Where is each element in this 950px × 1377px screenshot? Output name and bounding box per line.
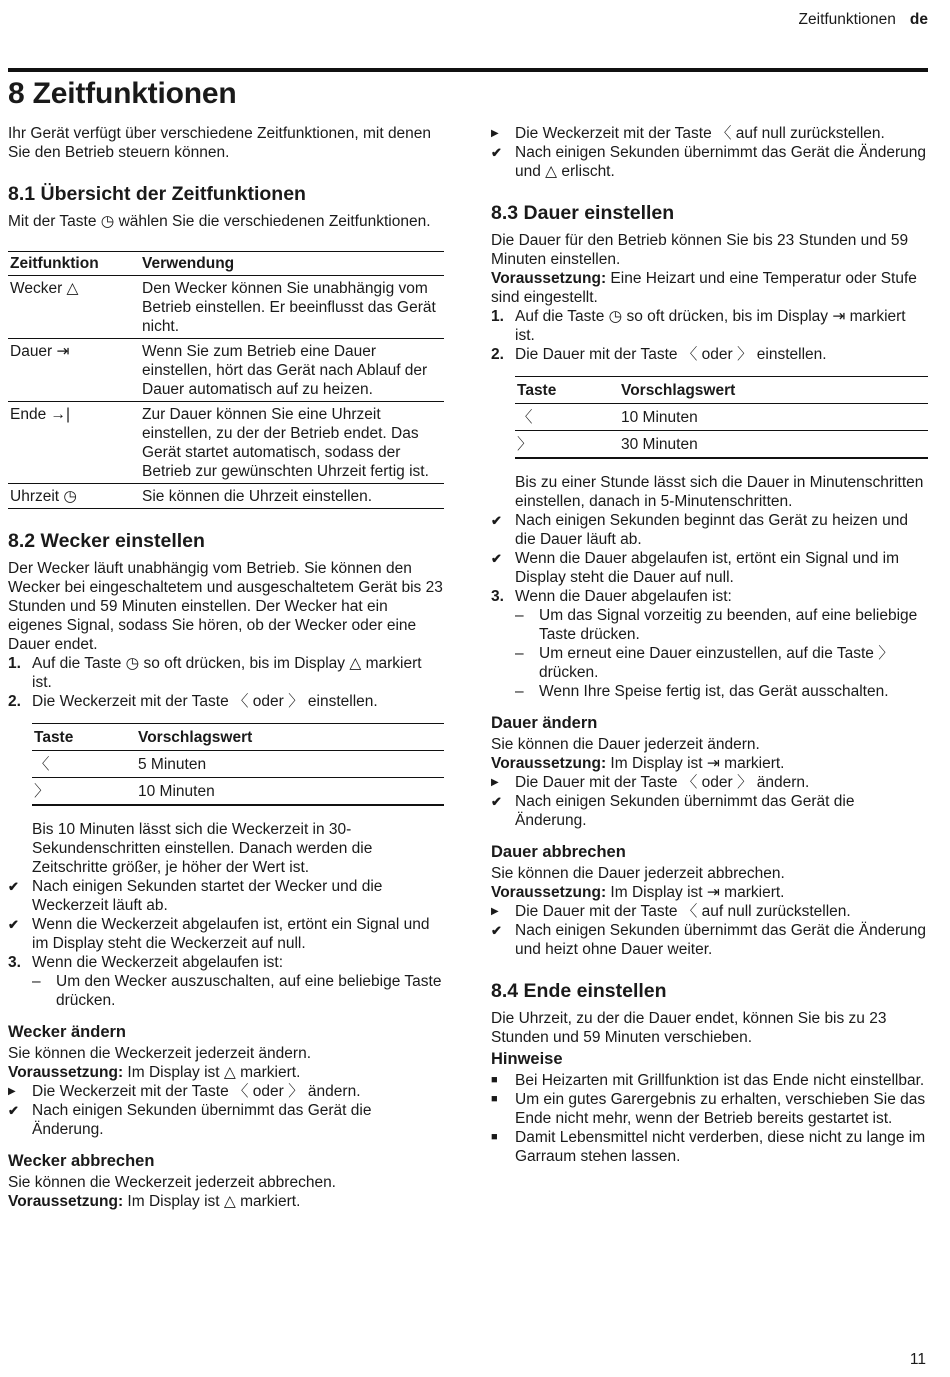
result-item: ✔ Nach einigen Sekunden übernimmt das Gerät die Änderung. — [491, 793, 855, 829]
result-item: ✔ Nach einigen Sekunden übernimmt das Gerät die Änderung. — [8, 1102, 372, 1138]
step-item: 3. Wenn die Weckerzeit abgelaufen ist: — [8, 954, 284, 971]
section-8-2-text: Der Wecker läuft unabhängig vom Betrieb. Sie können den Wecker bei eingeschaltetem und ausgeschaltetem Gerät bis 23 Stunden und 59 Minuten einstellen. Der Wecker hat ein eigenes Signal, sodass Sie hören, ob der Wecker oder eine Dauer endet. — [8, 560, 443, 653]
dash-icon: – — [32, 973, 41, 990]
default-value: 30 Minuten — [619, 431, 928, 459]
running-header — [799, 10, 928, 29]
table-header: Vorschlagswert — [136, 724, 444, 751]
wecker-aendern-text: Sie können die Weckerzeit jederzeit ändern. — [8, 1045, 311, 1062]
hinweise-title: Hinweise — [491, 1050, 563, 1068]
dash-icon: – — [515, 607, 524, 624]
table-row — [8, 402, 444, 484]
function-use: Den Wecker können Sie unabhängig vom Betrieb einstellen. Er beeinflusst das Gerät nicht. — [140, 276, 444, 339]
sub-item: – Um den Wecker auszuschalten, auf eine beliebige Taste drücken. — [32, 973, 442, 1009]
default-value: 10 Minuten — [136, 778, 444, 806]
result-item: ✔ Nach einigen Sekunden übernimmt das Gerät die Änderung und heizt ohne Dauer weiter. — [491, 922, 927, 958]
prerequisite: Voraussetzung: Eine Heizart und eine Temperatur oder Stufe sind eingestellt. — [491, 270, 917, 306]
prerequisite: Voraussetzung: Im Display ist ⇥ markiert. — [491, 884, 785, 901]
function-use: Wenn Sie zum Betrieb eine Dauer einstellen, hört das Gerät nach Ablauf der Dauer automatisch auf zu heizen. — [140, 339, 444, 402]
dauer-abbrechen-title: Dauer abbrechen — [491, 843, 626, 861]
action-item: ▶ Die Weckerzeit mit der Taste 〈 oder 〉 ändern. — [8, 1083, 361, 1100]
step-item: 1. Auf die Taste ◷ so oft drücken, bis im Display ⇥ markiert ist. — [491, 308, 906, 344]
function-name: Dauer ⇥ — [8, 339, 140, 402]
square-bullet-icon: ■ — [491, 1093, 498, 1105]
function-name: Uhrzeit ◷ — [8, 484, 140, 509]
sub-item: – Um erneut eine Dauer einzustellen, auf die Taste 〉 drücken. — [515, 645, 894, 681]
table-row — [8, 484, 444, 509]
section-8-3-after: Bis zu einer Stunde lässt sich die Dauer in Minutenschritten einstellen, danach in 5-Minutenschritten. — [515, 474, 924, 510]
page-number: 11 — [909, 1351, 926, 1368]
chapter-title: 8 Zeitfunktionen — [8, 77, 237, 110]
header-rule — [8, 68, 928, 72]
check-icon: ✔ — [491, 513, 502, 528]
header-section: Zeitfunktionen — [798, 11, 896, 28]
result-item: ✔ Wenn die Weckerzeit abgelaufen ist, ertönt ein Signal und im Display steht die Weckerzeit auf null. — [8, 916, 430, 952]
dash-icon: – — [515, 683, 524, 700]
table-row — [32, 751, 444, 778]
sub-item: – Wenn Ihre Speise fertig ist, das Gerät ausschalten. — [515, 683, 889, 700]
section-8-4-text: Die Uhrzeit, zu der die Dauer endet, können Sie bis zu 23 Stunden und 59 Minuten verschieben. — [491, 1010, 887, 1046]
step-item: 2. Die Weckerzeit mit der Taste 〈 oder 〉 einstellen. — [8, 693, 378, 710]
section-8-3-text: Die Dauer für den Betrieb können Sie bis 23 Stunden und 59 Minuten einstellen. — [491, 232, 909, 268]
step-number: 2. — [491, 346, 504, 363]
step-item: 1. Auf die Taste ◷ so oft drücken, bis im Display △ markiert ist. — [8, 655, 422, 691]
table-header: Zeitfunktion — [8, 252, 140, 276]
dauer-aendern-text: Sie können die Dauer jederzeit ändern. — [491, 736, 760, 753]
note-item: ■ Um ein gutes Garergebnis zu erhalten, verschieben Sie das Ende nicht mehr, wenn der Betrieb bereits gestartet ist. — [491, 1091, 926, 1127]
function-use: Sie können die Uhrzeit einstellen. — [140, 484, 444, 509]
step-number: 1. — [8, 655, 21, 672]
wecker-values-table — [32, 723, 444, 806]
arrow-icon: ▶ — [8, 1086, 16, 1097]
section-8-4-title: 8.4 Ende einstellen — [491, 980, 667, 1002]
table-row — [515, 404, 928, 431]
overview-table — [8, 251, 444, 509]
table-header: Verwendung — [140, 252, 444, 276]
dauer-values-table — [515, 376, 928, 459]
prerequisite: Voraussetzung: Im Display ist △ markiert. — [8, 1064, 301, 1081]
arrow-icon: ▶ — [491, 128, 499, 139]
square-bullet-icon: ■ — [491, 1074, 498, 1086]
step-item: 2. Die Dauer mit der Taste 〈 oder 〉 einstellen. — [491, 346, 827, 363]
result-item: ✔ Nach einigen Sekunden übernimmt das Gerät die Änderung und △ erlischt. — [491, 144, 927, 180]
step-item: 3. Wenn die Dauer abgelaufen ist: — [491, 588, 732, 605]
table-row — [8, 276, 444, 339]
result-item: ✔ Nach einigen Sekunden beginnt das Gerät zu heizen und die Dauer läuft ab. — [491, 512, 908, 548]
function-use: Zur Dauer können Sie eine Uhrzeit einstellen, zu der der Betrieb endet. Das Gerät startet automatisch, sodass der Betrieb zur gewünschten Uhrzeit fertig ist. — [140, 402, 444, 484]
step-number: 1. — [491, 308, 504, 325]
table-row — [515, 431, 928, 459]
check-icon: ✔ — [491, 145, 502, 160]
check-icon: ✔ — [491, 551, 502, 566]
step-number: 2. — [8, 693, 21, 710]
note-item: ■ Bei Heizarten mit Grillfunktion ist das Ende nicht einstellbar. — [491, 1072, 925, 1089]
table-header: Vorschlagswert — [619, 377, 928, 404]
dash-icon: – — [515, 645, 524, 662]
check-icon: ✔ — [8, 879, 19, 894]
section-8-2-after: Bis 10 Minuten lässt sich die Weckerzeit in 30-Sekundenschritten einstellen. Danach werden die Zeitschritte größer, je höher der Wert ist. — [32, 821, 373, 876]
section-8-1-text: Mit der Taste ◷ wählen Sie die verschiedenen Zeitfunktionen. — [8, 213, 431, 230]
default-value: 10 Minuten — [619, 404, 928, 431]
wecker-aendern-title: Wecker ändern — [8, 1023, 126, 1041]
intro-text: Ihr Gerät verfügt über verschiedene Zeitfunktionen, mit denen Sie den Betrieb steuern können. — [8, 125, 432, 161]
prerequisite: Voraussetzung: Im Display ist ⇥ markiert. — [491, 755, 785, 772]
table-header: Taste — [32, 724, 136, 751]
note-item: ■ Damit Lebensmittel nicht verderben, diese nicht zu lange im Garraum stehen lassen. — [491, 1129, 926, 1165]
default-value: 5 Minuten — [136, 751, 444, 778]
wecker-abbrechen-text: Sie können die Weckerzeit jederzeit abbrechen. — [8, 1174, 336, 1191]
header-lang: de — [909, 11, 928, 28]
section-8-2-title: 8.2 Wecker einstellen — [8, 530, 205, 552]
action-item: ▶ Die Dauer mit der Taste 〈 auf null zurückstellen. — [491, 903, 851, 920]
step-number: 3. — [491, 588, 504, 605]
function-name: Ende →| — [8, 402, 140, 484]
key-symbol: 〈 — [515, 404, 619, 431]
result-item: ✔ Nach einigen Sekunden startet der Wecker und die Weckerzeit läuft ab. — [8, 878, 383, 914]
sub-item: – Um das Signal vorzeitig zu beenden, auf eine beliebige Taste drücken. — [515, 607, 918, 643]
function-name: Wecker △ — [8, 276, 140, 339]
check-icon: ✔ — [491, 923, 502, 938]
right-column — [491, 124, 928, 1166]
left-column — [8, 124, 444, 1211]
prerequisite: Voraussetzung: Im Display ist △ markiert. — [8, 1193, 301, 1210]
step-number: 3. — [8, 954, 21, 971]
table-row — [32, 778, 444, 806]
action-item: ▶ Die Dauer mit der Taste 〈 oder 〉 ändern. — [491, 774, 810, 791]
dauer-aendern-title: Dauer ändern — [491, 714, 598, 732]
check-icon: ✔ — [8, 917, 19, 932]
key-symbol: 〉 — [32, 778, 136, 806]
arrow-icon: ▶ — [491, 906, 499, 917]
dauer-abbrechen-text: Sie können die Dauer jederzeit abbrechen. — [491, 865, 785, 882]
key-symbol: 〈 — [32, 751, 136, 778]
table-header: Taste — [515, 377, 619, 404]
table-row — [8, 339, 444, 402]
section-8-1-title: 8.1 Übersicht der Zeitfunktionen — [8, 183, 306, 205]
arrow-icon: ▶ — [491, 777, 499, 788]
wecker-abbrechen-title: Wecker abbrechen — [8, 1152, 155, 1170]
result-item: ✔ Wenn die Dauer abgelaufen ist, ertönt ein Signal und im Display steht die Dauer auf null. — [491, 550, 900, 586]
check-icon: ✔ — [491, 794, 502, 809]
section-8-3-title: 8.3 Dauer einstellen — [491, 202, 675, 224]
square-bullet-icon: ■ — [491, 1131, 498, 1143]
action-item: ▶ Die Weckerzeit mit der Taste 〈 auf null zurückstellen. — [491, 125, 885, 142]
key-symbol: 〉 — [515, 431, 619, 459]
check-icon: ✔ — [8, 1103, 19, 1118]
